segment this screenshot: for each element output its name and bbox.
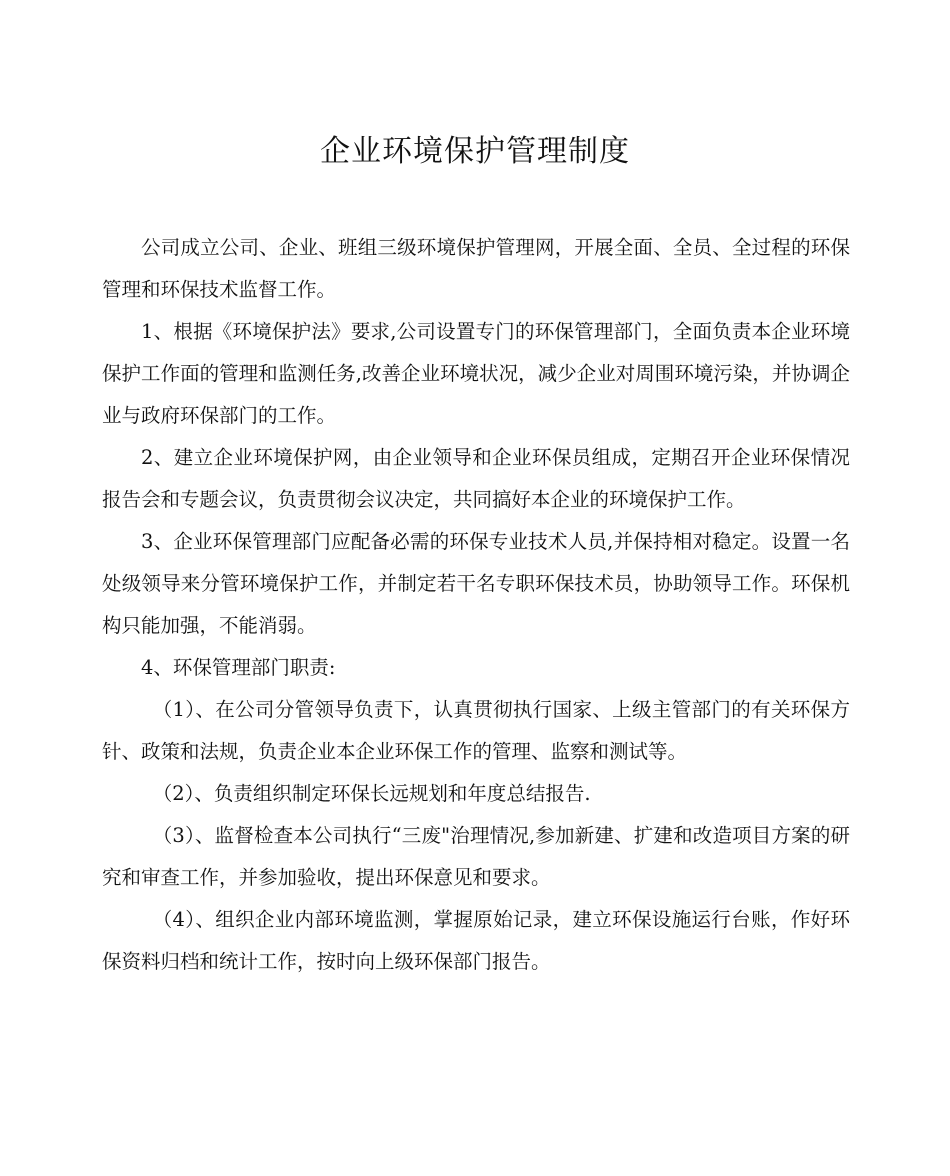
- document-body: [102, 227, 850, 983]
- paragraph-subitem-1: （1）、在公司分管领导负责下，认真贯彻执行国家、上级主管部门的有关环保方针、政策和法规，负责企业本企业环保工作的管理、监察和测试等。: [102, 698, 850, 763]
- paragraph-item-3: 3、企业环保管理部门应配备必需的环保专业技术人员,并保持相对稳定。设置一名处级领导来分管环境保护工作，并制定若干名专职环保技术员，协助领导工作。环保机构只能加强，不能消弱。: [102, 530, 850, 637]
- paragraph-item-4: 4、环保管理部门职责:: [141, 656, 336, 679]
- document-title: 企业环境保护管理制度: [320, 134, 630, 169]
- paragraph-subitem-3: （3）、监督检查本公司执行“三废"治理情况,参加新建、扩建和改造项目方案的研究和审查工作，并参加验收，提出环保意见和要求。: [102, 824, 850, 889]
- paragraph-item-1: 1、根据《环境保护法》要求,公司设置专门的环保管理部门，全面负责本企业环境保护工作面的管理和监测任务,改善企业环境状况，减少企业对周围环境污染，并协调企业与政府环保部门的工作。: [102, 320, 850, 427]
- paragraph-subitem-4: （4）、组织企业内部环境监测，掌握原始记录，建立环保设施运行台账，作好环保资料归档和统计工作，按时向上级环保部门报告。: [102, 908, 850, 973]
- paragraph-subitem-2: （2）、负责组织制定环保长远规划和年度总结报告.: [152, 782, 591, 805]
- paragraph-intro: 公司成立公司、企业、班组三级环境保护管理网，开展全面、全员、全过程的环保管理和环保技术监督工作。: [102, 236, 850, 301]
- paragraph-item-2: 2、建立企业环境保护网，由企业领导和企业环保员组成，定期召开企业环保情况报告会和专题会议，负责贯彻会议决定，共同搞好本企业的环境保护工作。: [102, 446, 850, 511]
